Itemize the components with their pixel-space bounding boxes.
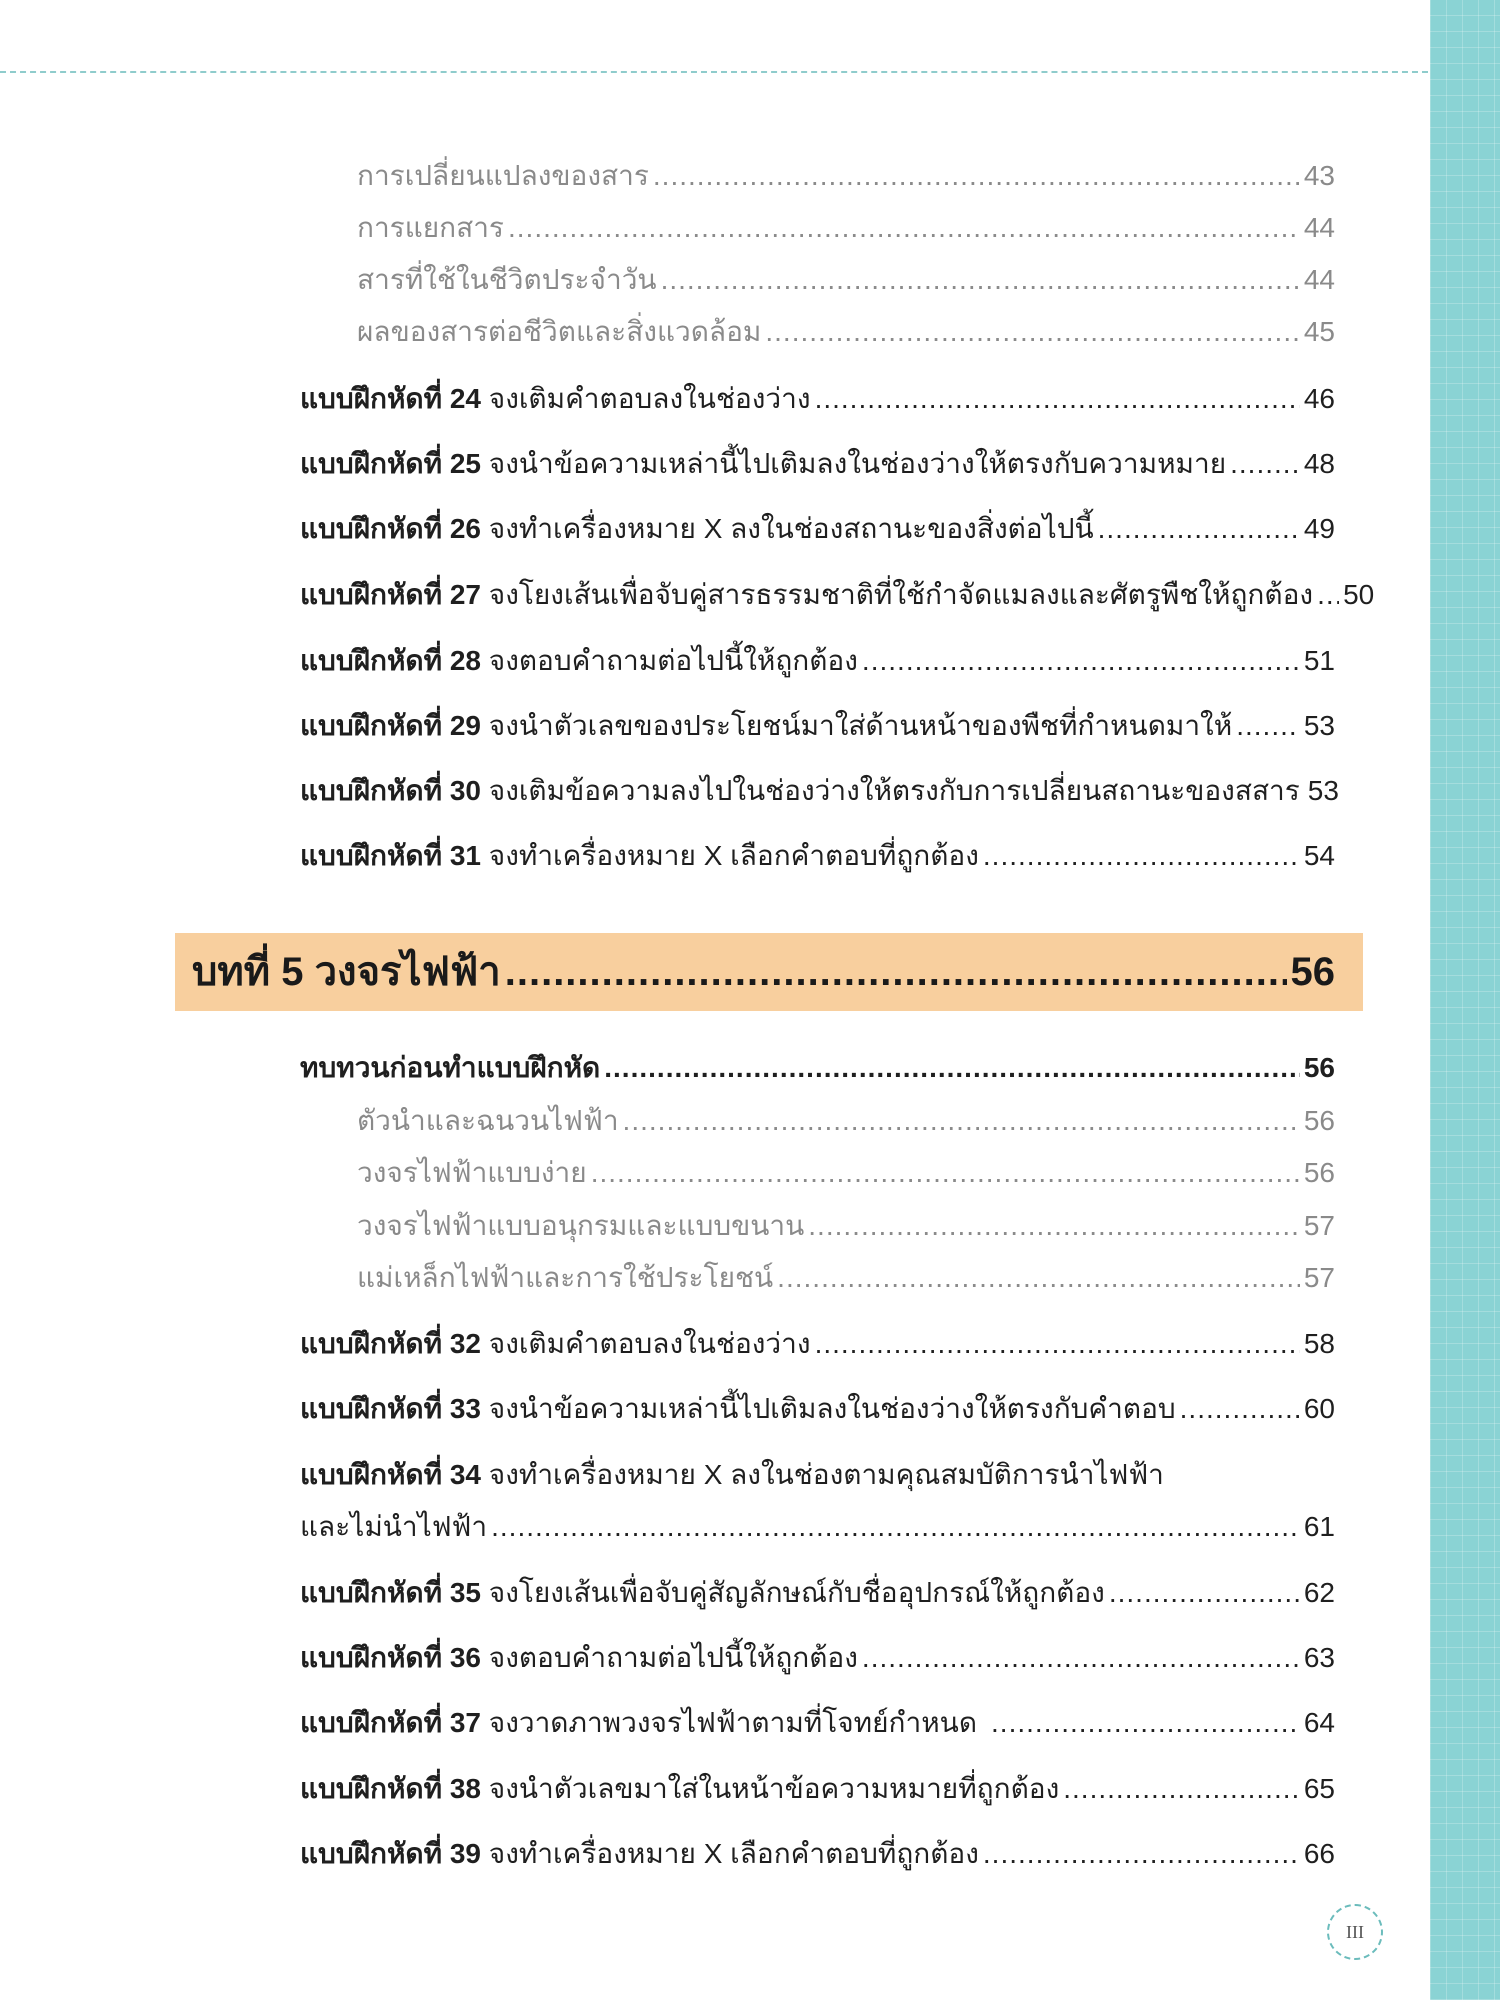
- exercise-number: 24: [449, 383, 481, 414]
- toc-exercise-38[interactable]: แบบฝึกหัดที่ 38 จงนำตัวเลขมาใส่ในหน้าข้อความหมายที่ถูกต้อง ..... 65: [300, 1771, 1335, 1807]
- toc-exercise-25[interactable]: แบบฝึกหัดที่ 25 จงนำข้อความเหล่านี้ไปเติมลงในช่องว่างให้ตรงกับความหมาย ..... 48: [300, 446, 1335, 482]
- top-dashed-divider: [0, 71, 1428, 73]
- toc-exercise-35[interactable]: แบบฝึกหัดที่ 35 จงโยงเส้นเพื่อจับคู่สัญลักษณ์กับชื่ออุปกรณ์ให้ถูกต้อง ..... 62: [300, 1575, 1335, 1611]
- toc-exercise-27[interactable]: แบบฝึกหัดที่ 27 จงโยงเส้นเพื่อจับคู่สารธรรมชาติที่ใช้กำจัดแมลงและศัตรูพืชให้ถูกต้อง ..... 50: [300, 577, 1335, 613]
- toc-exercise-31[interactable]: แบบฝึกหัดที่ 31 จงทำเครื่องหมาย X เลือกคำตอบที่ถูกต้อง ..... 54: [300, 838, 1335, 874]
- toc-exercise-34-continuation[interactable]: และไม่นำไฟฟ้า ..... 61: [300, 1509, 1335, 1545]
- toc-exercise-28[interactable]: แบบฝึกหัดที่ 28 จงตอบคำถามต่อไปนี้ให้ถูกต้อง ..... 51: [300, 643, 1335, 679]
- toc-review[interactable]: ทบทวนก่อนทำแบบฝึกหัด ..... 56: [300, 1050, 1335, 1086]
- toc-exercise-24[interactable]: แบบฝึกหัดที่ 24 จงเติมคำตอบลงในช่องว่าง ..... 46: [300, 381, 1335, 417]
- toc-exercise-33[interactable]: แบบฝึกหัดที่ 33 จงนำข้อความเหล่านี้ไปเติมลงในช่องว่างให้ตรงกับคำตอบ ..... 60: [300, 1391, 1335, 1427]
- toc-exercise-26[interactable]: แบบฝึกหัดที่ 26 จงทำเครื่องหมาย X ลงในช่องสถานะของสิ่งต่อไปนี้ ..... 49: [300, 511, 1335, 547]
- toc-sub-item[interactable]: การเปลี่ยนแปลงของสาร ..... 43: [357, 158, 1335, 194]
- toc-sub-item[interactable]: แม่เหล็กไฟฟ้าและการใช้ประโยชน์ ..... 57: [357, 1260, 1335, 1296]
- toc-sub-item[interactable]: การแยกสาร ..... 44: [357, 210, 1335, 246]
- toc-exercise-32[interactable]: แบบฝึกหัดที่ 32 จงเติมคำตอบลงในช่องว่าง ..... 58: [300, 1326, 1335, 1362]
- toc-sub-item[interactable]: ผลของสารต่อชีวิตและสิ่งแวดล้อม ..... 45: [357, 314, 1335, 350]
- toc-exercise-37[interactable]: แบบฝึกหัดที่ 37 จงวาดภาพวงจรไฟฟ้าตามที่โจทย์กำหนด ..... 64: [300, 1705, 1335, 1741]
- toc-sub-item[interactable]: ตัวนำและฉนวนไฟฟ้า ..... 56: [357, 1103, 1335, 1139]
- side-color-stripe: [1430, 0, 1500, 2000]
- exercise-prefix: แบบฝึกหัดที่: [300, 383, 443, 414]
- toc-exercise-36[interactable]: แบบฝึกหัดที่ 36 จงตอบคำถามต่อไปนี้ให้ถูกต้อง ..... 63: [300, 1640, 1335, 1676]
- toc-sub-item[interactable]: วงจรไฟฟ้าแบบอนุกรมและแบบขนาน ..... 57: [357, 1208, 1335, 1244]
- chapter-header[interactable]: [175, 933, 1363, 1011]
- chapter-title: บทที่ 5 วงจรไฟฟ้า: [192, 950, 501, 994]
- page-number-badge: [1327, 1904, 1383, 1960]
- page-number: III: [1346, 1921, 1364, 1942]
- toc-exercise-39[interactable]: แบบฝึกหัดที่ 39 จงทำเครื่องหมาย X เลือกคำตอบที่ถูกต้อง ..... 66: [300, 1836, 1335, 1872]
- toc-exercise-34[interactable]: แบบฝึกหัดที่ 34 จงทำเครื่องหมาย X ลงในช่องตามคุณสมบัติการนำไฟฟ้า: [300, 1459, 1164, 1490]
- toc-exercise-30[interactable]: แบบฝึกหัดที่ 30 จงเติมข้อความลงไปในช่องว่างให้ตรงกับการเปลี่ยนสถานะของสสาร 53: [300, 775, 1339, 806]
- toc-exercise-29[interactable]: แบบฝึกหัดที่ 29 จงนำตัวเลขของประโยชน์มาใส่ด้านหน้าของพืชที่กำหนดมาให้ ..... 53: [300, 708, 1335, 744]
- chapter-page: 56: [1290, 950, 1335, 994]
- toc-sub-item[interactable]: วงจรไฟฟ้าแบบง่าย ..... 56: [357, 1155, 1335, 1191]
- toc-sub-item[interactable]: สารที่ใช้ในชีวิตประจำวัน ..... 44: [357, 262, 1335, 298]
